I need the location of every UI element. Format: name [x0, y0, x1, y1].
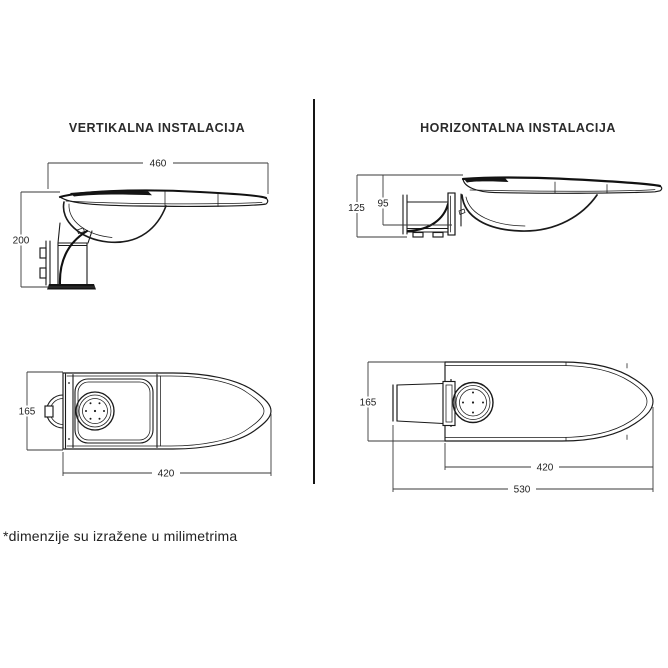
lamp-side-profile-vertical — [40, 190, 268, 289]
pole-arm — [393, 382, 455, 426]
dimension-width-165-left — [15, 372, 63, 450]
dimension-height-200 — [7, 192, 95, 287]
dimension-label-420-left: 420 — [157, 468, 175, 480]
dimension-label-460: 460 — [149, 158, 167, 170]
horizontal-side-view-drawing — [345, 155, 668, 265]
dimension-label-420-right: 420 — [536, 462, 554, 474]
dimension-label-95: 95 — [377, 198, 389, 210]
lamp-top-profile-vertical — [45, 373, 271, 449]
lamp-side-profile-horizontal — [403, 178, 662, 237]
section-title-vertical: VERTIKALNA INSTALACIJA — [68, 121, 246, 135]
horizontal-top-view-drawing — [350, 355, 668, 500]
vertical-side-view-drawing — [0, 145, 300, 305]
vertical-top-view-drawing — [5, 358, 295, 483]
dimension-label-165-left: 165 — [18, 406, 36, 418]
dimension-width-165-right — [355, 362, 445, 441]
dimension-total-height-125 — [346, 175, 463, 237]
lamp-top-profile-horizontal — [393, 362, 653, 441]
units-footnote: *dimenzije su izražene u milimetrima — [3, 528, 238, 544]
section-divider-line — [313, 99, 315, 484]
dimension-label-530: 530 — [513, 484, 531, 496]
dimension-label-125: 125 — [348, 203, 365, 214]
section-title-horizontal: HORIZONTALNA INSTALACIJA — [420, 121, 616, 135]
dimension-label-165-right: 165 — [359, 397, 377, 409]
dimension-label-200: 200 — [12, 235, 30, 247]
dimension-width-460 — [48, 158, 268, 195]
